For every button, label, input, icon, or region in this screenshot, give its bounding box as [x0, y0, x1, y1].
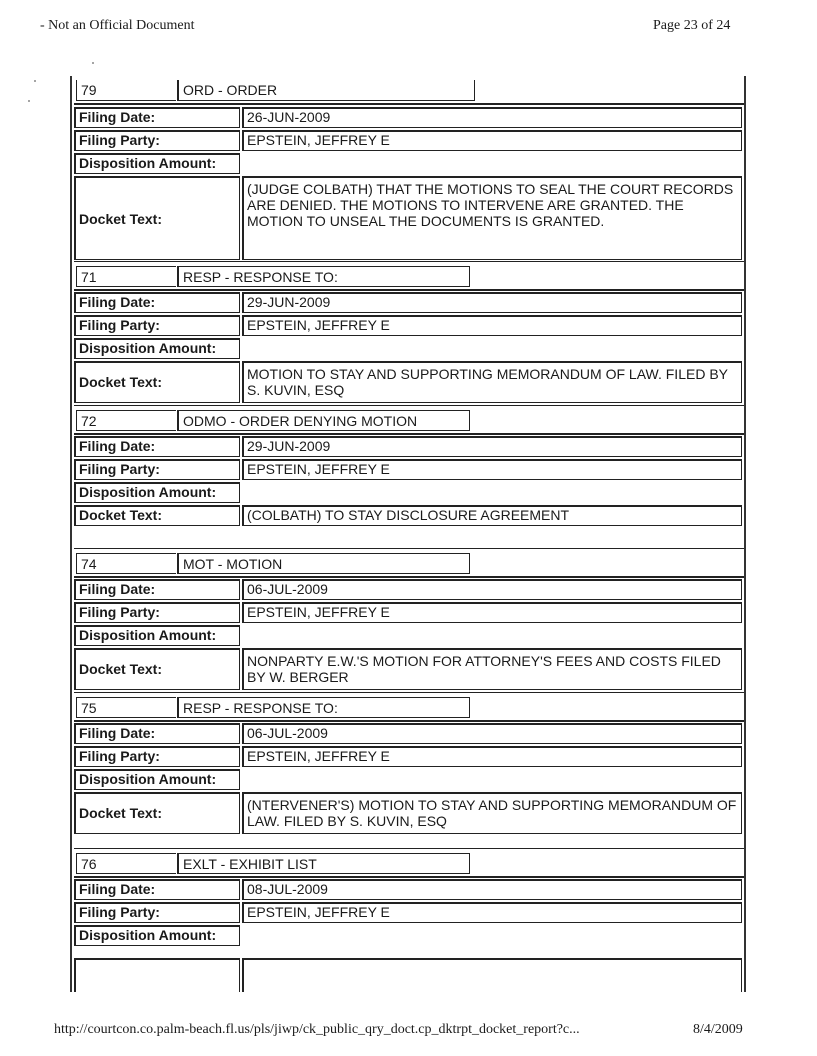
filing-date-label: Filing Date:: [74, 723, 240, 744]
filing-party-value: EPSTEIN, JEFFREY E: [242, 902, 742, 923]
disposition-amount-label: Disposition Amount:: [74, 338, 240, 359]
entry-header: [74, 76, 744, 105]
filing-date-value: 06-JUL-2009: [242, 723, 742, 744]
disposition-amount-value: [242, 482, 742, 503]
docket-text-label: Docket Text:: [74, 361, 240, 403]
docket-text-label: Docket Text:: [74, 648, 240, 690]
filing-date-label: Filing Date:: [74, 879, 240, 900]
filing-date-label: Filing Date:: [74, 292, 240, 313]
disposition-amount-value: [242, 625, 742, 646]
entry-number: 76: [76, 853, 176, 874]
docket-entry: [74, 76, 744, 266]
docket-text-value-cut: [242, 958, 742, 992]
docket-text-label-cut: [74, 958, 240, 992]
page-number: Page 23 of 24: [653, 18, 731, 33]
scan-speck: [34, 80, 36, 82]
footer-url: http://courtcon.co.palm-beach.fl.us/pls/jiwp/ck_public_qry_doct.cp_dktrpt_docket_report?c...: [54, 1022, 580, 1037]
filing-date-label: Filing Date:: [74, 436, 240, 457]
filing-party-label: Filing Party:: [74, 315, 240, 336]
entry-header: [74, 692, 744, 722]
filing-date-label: Filing Date:: [74, 579, 240, 600]
footer-date: 8/4/2009: [693, 1022, 743, 1037]
docket-entry: [74, 848, 744, 992]
disposition-amount-label: Disposition Amount:: [74, 482, 240, 503]
disposition-amount-label: Disposition Amount:: [74, 625, 240, 646]
entry-header: [74, 261, 744, 291]
entry-number: 72: [76, 410, 176, 431]
disposition-amount-value: [242, 153, 742, 174]
docket-report: [70, 76, 746, 992]
frame-border-left: [70, 76, 72, 992]
disposition-amount-label: Disposition Amount:: [74, 925, 240, 946]
filing-date-label: Filing Date:: [74, 107, 240, 128]
filing-party-value: EPSTEIN, JEFFREY E: [242, 315, 742, 336]
entry-code: EXLT - EXHIBIT LIST: [177, 853, 470, 874]
entry-number: 75: [76, 697, 176, 718]
filing-party-value: EPSTEIN, JEFFREY E: [242, 459, 742, 480]
entry-header: [74, 548, 744, 578]
entry-code: ORD - ORDER: [177, 80, 475, 101]
docket-entry: [74, 405, 744, 555]
docket-text-label: Docket Text:: [74, 176, 240, 260]
entry-code: MOT - MOTION: [177, 553, 470, 574]
disposition-amount-value: [242, 925, 742, 946]
docket-text-value: NONPARTY E.W.'S MOTION FOR ATTORNEY'S FEES AND COSTS FILED BY W. BERGER: [242, 648, 742, 690]
filing-party-value: EPSTEIN, JEFFREY E: [242, 746, 742, 767]
disposition-amount-value: [242, 338, 742, 359]
filing-date-value: 29-JUN-2009: [242, 436, 742, 457]
filing-date-value: 29-JUN-2009: [242, 292, 742, 313]
docket-text-label: Docket Text:: [74, 792, 240, 834]
scan-speck: [92, 62, 94, 64]
entry-code: ODMO - ORDER DENYING MOTION: [177, 410, 470, 431]
filing-date-value: 26-JUN-2009: [242, 107, 742, 128]
docket-entry: [74, 692, 744, 864]
entry-header: [74, 405, 744, 435]
docket-text-value: (NTERVENER'S) MOTION TO STAY AND SUPPORTING MEMORANDUM OF LAW. FILED BY S. KUVIN, ESQ: [242, 792, 742, 834]
filing-party-label: Filing Party:: [74, 902, 240, 923]
filing-date-value: 06-JUL-2009: [242, 579, 742, 600]
scan-speck: [28, 100, 30, 102]
entry-code: RESP - RESPONSE TO:: [177, 697, 470, 718]
filing-party-label: Filing Party:: [74, 130, 240, 151]
entry-header: [74, 848, 744, 878]
filing-party-label: Filing Party:: [74, 459, 240, 480]
docket-text-value: (COLBATH) TO STAY DISCLOSURE AGREEMENT: [242, 505, 742, 526]
filing-party-value: EPSTEIN, JEFFREY E: [242, 602, 742, 623]
entry-number: 79: [76, 80, 176, 101]
disposition-amount-label: Disposition Amount:: [74, 153, 240, 174]
disposition-amount-label: Disposition Amount:: [74, 769, 240, 790]
filing-party-value: EPSTEIN, JEFFREY E: [242, 130, 742, 151]
docket-text-label: Docket Text:: [74, 505, 240, 526]
docket-text-value: (JUDGE COLBATH) THAT THE MOTIONS TO SEAL THE COURT RECORDS ARE DENIED. THE MOTIONS TO INTERVENE ARE GRANTED. THE MOTION TO UNSEAL THE DOCUMENTS IS GRANTED.: [242, 176, 742, 260]
filing-party-label: Filing Party:: [74, 602, 240, 623]
entry-number: 71: [76, 266, 176, 287]
disposition-amount-value: [242, 769, 742, 790]
filing-date-value: 08-JUL-2009: [242, 879, 742, 900]
filing-party-label: Filing Party:: [74, 746, 240, 767]
entry-number: 74: [76, 553, 176, 574]
frame-border-right: [744, 76, 746, 992]
entry-code: RESP - RESPONSE TO:: [177, 266, 470, 287]
docket-text-value: MOTION TO STAY AND SUPPORTING MEMORANDUM OF LAW. FILED BY S. KUVIN, ESQ: [242, 361, 742, 403]
page-header-left: - Not an Official Document: [40, 18, 195, 33]
